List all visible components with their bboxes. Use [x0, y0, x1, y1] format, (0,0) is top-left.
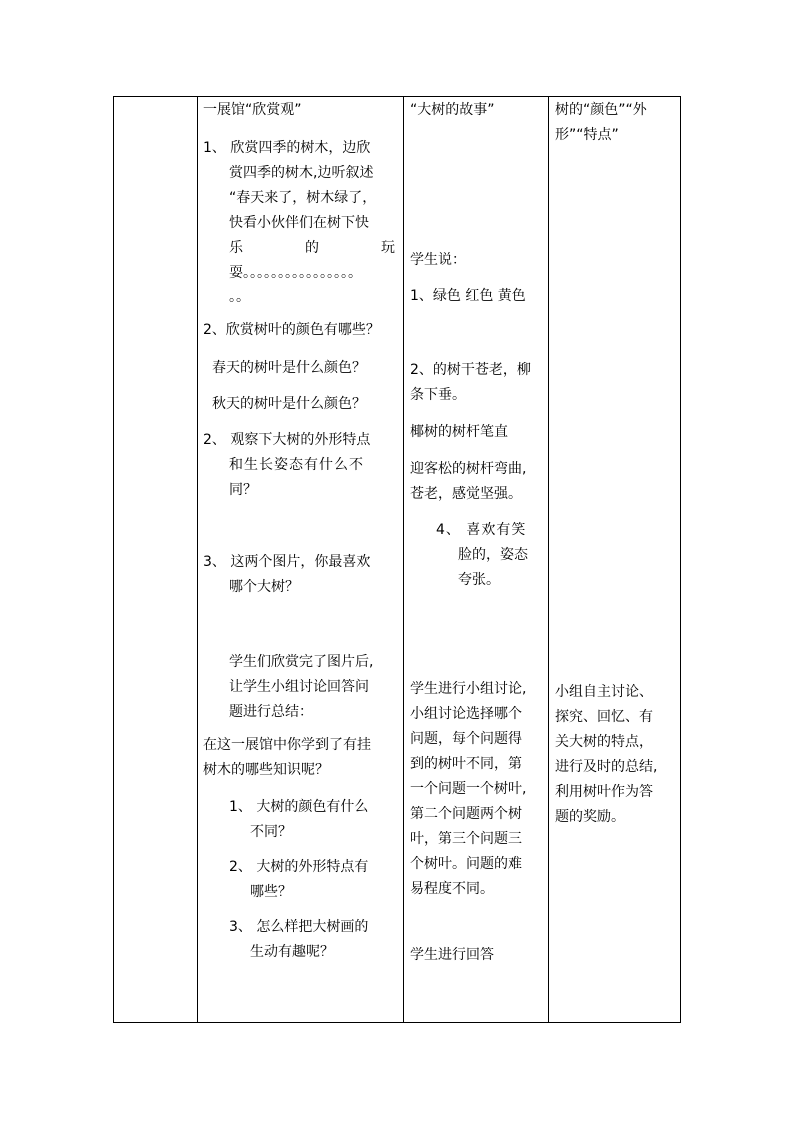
group-line: 学生进行小组讨论,	[410, 681, 527, 697]
item-1-char: 玩	[381, 240, 395, 256]
lesson-table	[113, 96, 681, 1023]
autumn-question: 秋天的树叶是什么颜色？	[212, 396, 366, 412]
method-line: 关大树的特点，	[555, 734, 653, 750]
method-line: 进行及时的总结,	[555, 759, 658, 775]
student-says: 学生说：	[410, 252, 466, 268]
answer-line: 迎客松的树杆弯曲,	[410, 461, 527, 477]
sub-question-line: 哪些？	[250, 884, 292, 900]
column-divider	[197, 97, 198, 1022]
method-line: 利用树叶作为答	[555, 784, 653, 800]
item-1-line: 1、 欣赏四季的树木，边欣	[203, 140, 371, 156]
column-divider	[548, 97, 549, 1022]
item-1-line: 。。	[229, 289, 250, 305]
item-1-char: 的	[305, 240, 319, 256]
group-line: 到的树叶不同，第	[410, 756, 522, 772]
item-1-line: “春天来了，树木绿了，	[229, 190, 377, 206]
item-1-line	[229, 236, 395, 260]
answer-line: 条下垂。	[410, 387, 466, 403]
item-1-line: 快看小伙伴们在树下快	[229, 215, 369, 231]
method-line: 题的奖励。	[555, 809, 625, 825]
item-1-line: 耍。。。。。。。。。。。。。。。。	[229, 265, 362, 281]
method-line: 探究、回忆、有	[555, 709, 653, 725]
student-answer: 学生进行回答	[410, 947, 494, 963]
item-1-line: 赏四季的树木,边听叙述	[229, 165, 374, 181]
group-line: 小组讨论选择哪个	[410, 706, 522, 722]
item-3-line: 同？	[229, 482, 257, 498]
sub-question-line: 3、 怎么样把大树画的	[229, 919, 369, 935]
sub-question-line: 1、 大树的颜色有什么	[229, 799, 369, 815]
item-4-line: 3、 这两个图片，你最喜欢	[203, 554, 371, 570]
item-3-line: 2、 观察下大树的外形特点	[203, 432, 371, 448]
method-line: 小组自主讨论、	[555, 684, 653, 700]
item-2: 2、欣赏树叶的颜色有哪些？	[203, 322, 380, 338]
group-line: 个树叶。问题的难	[410, 856, 522, 872]
sub-question-line: 2、 大树的外形特点有	[229, 859, 369, 875]
review-question-line: 在这一展馆中你学到了有挂	[203, 737, 371, 753]
answer-line: 夸张。	[458, 572, 500, 588]
spring-question: 春天的树叶是什么颜色？	[212, 360, 366, 376]
item-1-char: 乐	[229, 240, 243, 256]
review-question-line: 树木的哪些知识呢？	[203, 762, 329, 778]
answer-palm: 椰树的树杆笔直	[410, 424, 508, 440]
summary-line: 让学生小组讨论回答问	[229, 679, 369, 695]
answer-line: 苍老，感觉坚强。	[410, 486, 522, 502]
group-line: 一个问题一个树叶,	[410, 781, 527, 797]
item-4-line: 哪个大树？	[229, 579, 299, 595]
focus-header-line: 树的“颜色”“外	[555, 102, 647, 118]
story-header: “大树的故事”	[410, 102, 495, 118]
answer-line: 脸的，姿态	[458, 547, 528, 563]
answer-line: 2、的树干苍老，柳	[410, 362, 531, 378]
group-line: 易程度不同。	[410, 881, 494, 897]
focus-header-line: 形”“特点”	[555, 127, 619, 143]
group-line: 叶，第三个问题三	[410, 831, 522, 847]
item-3-line: 和生长姿态有什么不	[229, 457, 364, 473]
sub-question-line: 生动有趣呢？	[250, 944, 334, 960]
exhibit-header: 一展馆“欣赏观”	[203, 102, 302, 118]
group-line: 第二个问题两个树	[410, 806, 522, 822]
answer-colors: 1、绿色 红色 黄色	[410, 288, 526, 304]
group-line: 问题，每个问题得	[410, 731, 522, 747]
column-divider	[403, 97, 404, 1022]
summary-line: 学生们欣赏完了图片后,	[229, 654, 374, 670]
summary-line: 题进行总结：	[229, 704, 313, 720]
sub-question-line: 不同？	[250, 824, 292, 840]
answer-line: 4、 喜欢有笑	[436, 522, 527, 538]
